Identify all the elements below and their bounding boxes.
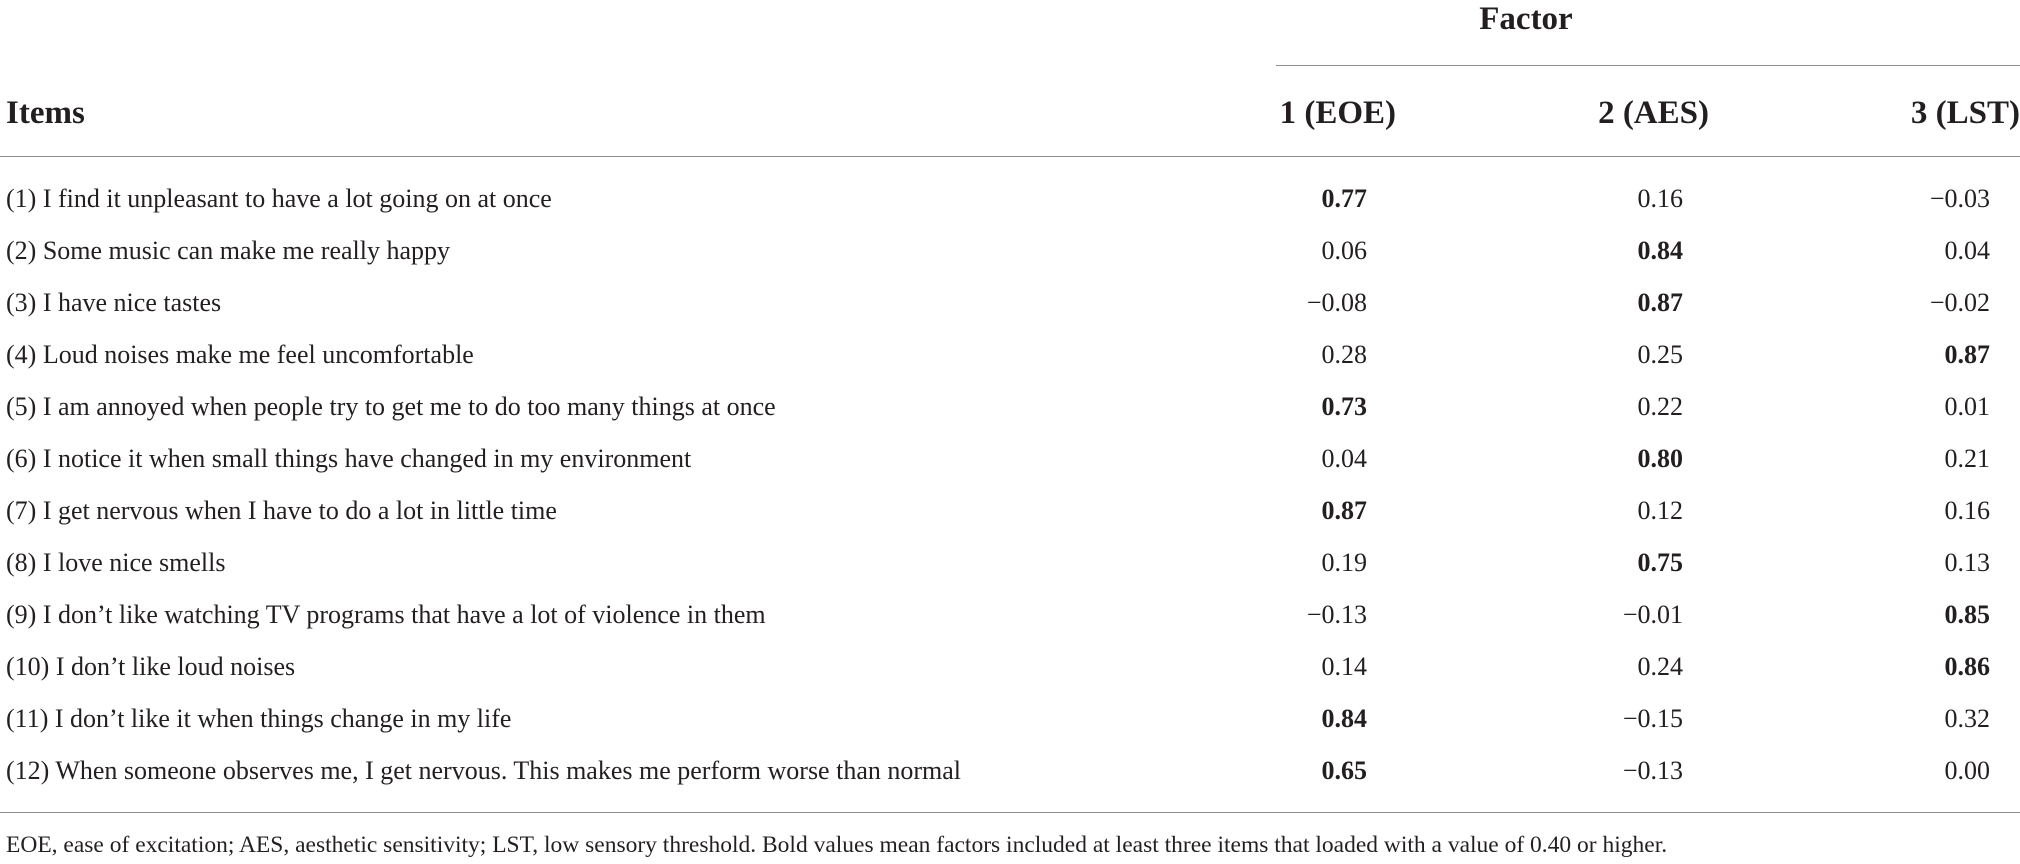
column-heading-lst: 3 (LST) (1910, 95, 2020, 131)
loading-value-eoe: 0.77 (1321, 184, 1367, 213)
loading-value-eoe: 0.65 (1321, 756, 1367, 785)
item-text: (2) Some music can make me really happy (6, 236, 451, 265)
table-row (0, 338, 2020, 390)
loading-value-aes: −0.15 (1622, 704, 1683, 733)
loading-value-eoe: 0.84 (1321, 704, 1367, 733)
loading-value-aes: 0.24 (1637, 652, 1683, 681)
loading-value-lst: −0.03 (1929, 184, 1990, 213)
loading-value-aes: −0.01 (1622, 600, 1683, 629)
loading-value-lst: 0.04 (1944, 236, 1990, 265)
item-text: (4) Loud noises make me feel uncomfortable (6, 340, 474, 369)
loading-value-lst: 0.86 (1944, 652, 1990, 681)
loading-value-eoe: 0.73 (1321, 392, 1367, 421)
column-heading-eoe: 1 (EOE) (1279, 95, 1396, 131)
loading-value-lst: 0.13 (1944, 548, 1990, 577)
loading-value-lst: 0.16 (1944, 496, 1990, 525)
bottom-rule (0, 812, 2020, 813)
table-row (0, 390, 2020, 442)
table-row (0, 442, 2020, 494)
loading-value-eoe: 0.87 (1321, 496, 1367, 525)
loading-value-aes: 0.12 (1637, 496, 1683, 525)
item-text: (3) I have nice tastes (6, 288, 222, 317)
loading-value-aes: 0.25 (1637, 340, 1683, 369)
item-text: (8) I love nice smells (6, 548, 226, 577)
loading-value-aes: 0.80 (1637, 444, 1683, 473)
table-row (0, 182, 2020, 234)
loading-value-aes: 0.84 (1637, 236, 1683, 265)
item-text: (9) I don’t like watching TV programs that have a lot of violence in them (6, 600, 766, 629)
table-row (0, 494, 2020, 546)
table-row (0, 598, 2020, 650)
loading-value-lst: 0.21 (1944, 444, 1990, 473)
table-row (0, 650, 2020, 702)
item-text: (12) When someone observes me, I get nervous. This makes me perform worse than normal (6, 756, 962, 785)
loading-value-eoe: 0.19 (1321, 548, 1367, 577)
loading-value-eoe: −0.13 (1306, 600, 1367, 629)
header-rule (0, 156, 2020, 157)
loading-value-lst: 0.32 (1944, 704, 1990, 733)
items-column-heading: Items (6, 95, 85, 131)
table-row (0, 754, 2020, 806)
table-header (0, 92, 2020, 134)
loading-value-aes: 0.75 (1637, 548, 1683, 577)
loading-value-aes: 0.22 (1637, 392, 1683, 421)
item-text: (5) I am annoyed when people try to get me to do too many things at once (6, 392, 776, 421)
loading-value-eoe: 0.14 (1321, 652, 1367, 681)
loading-value-lst: 0.85 (1944, 600, 1990, 629)
loading-value-aes: 0.16 (1637, 184, 1683, 213)
table-row (0, 546, 2020, 598)
factor-heading: Factor (1479, 1, 1573, 37)
table-row (0, 286, 2020, 338)
item-text: (7) I get nervous when I have to do a lot in little time (6, 496, 557, 525)
table-row (0, 702, 2020, 754)
table-footnote: EOE, ease of excitation; AES, aesthetic sensitivity; LST, low sensory threshold. Bold values mean factors included at least three items that loaded with a value of 0.40 or higher. (6, 832, 1668, 858)
loading-value-eoe: 0.28 (1321, 340, 1367, 369)
loading-value-lst: 0.01 (1944, 392, 1990, 421)
loading-value-eoe: 0.04 (1321, 444, 1367, 473)
column-heading-aes: 2 (AES) (1598, 95, 1709, 131)
loading-value-lst: 0.87 (1944, 340, 1990, 369)
loading-value-aes: 0.87 (1637, 288, 1683, 317)
table-row (0, 234, 2020, 286)
item-text: (1) I find it unpleasant to have a lot going on at once (6, 184, 552, 213)
loading-value-lst: 0.00 (1944, 756, 1990, 785)
item-text: (11) I don’t like it when things change in my life (6, 704, 512, 733)
loading-value-eoe: −0.08 (1306, 288, 1367, 317)
loading-value-eoe: 0.06 (1321, 236, 1367, 265)
factor-underline (1276, 65, 2020, 66)
item-text: (6) I notice it when small things have changed in my environment (6, 444, 692, 473)
loading-value-lst: −0.02 (1929, 288, 1990, 317)
item-text: (10) I don’t like loud noises (6, 652, 296, 681)
loading-value-aes: −0.13 (1622, 756, 1683, 785)
